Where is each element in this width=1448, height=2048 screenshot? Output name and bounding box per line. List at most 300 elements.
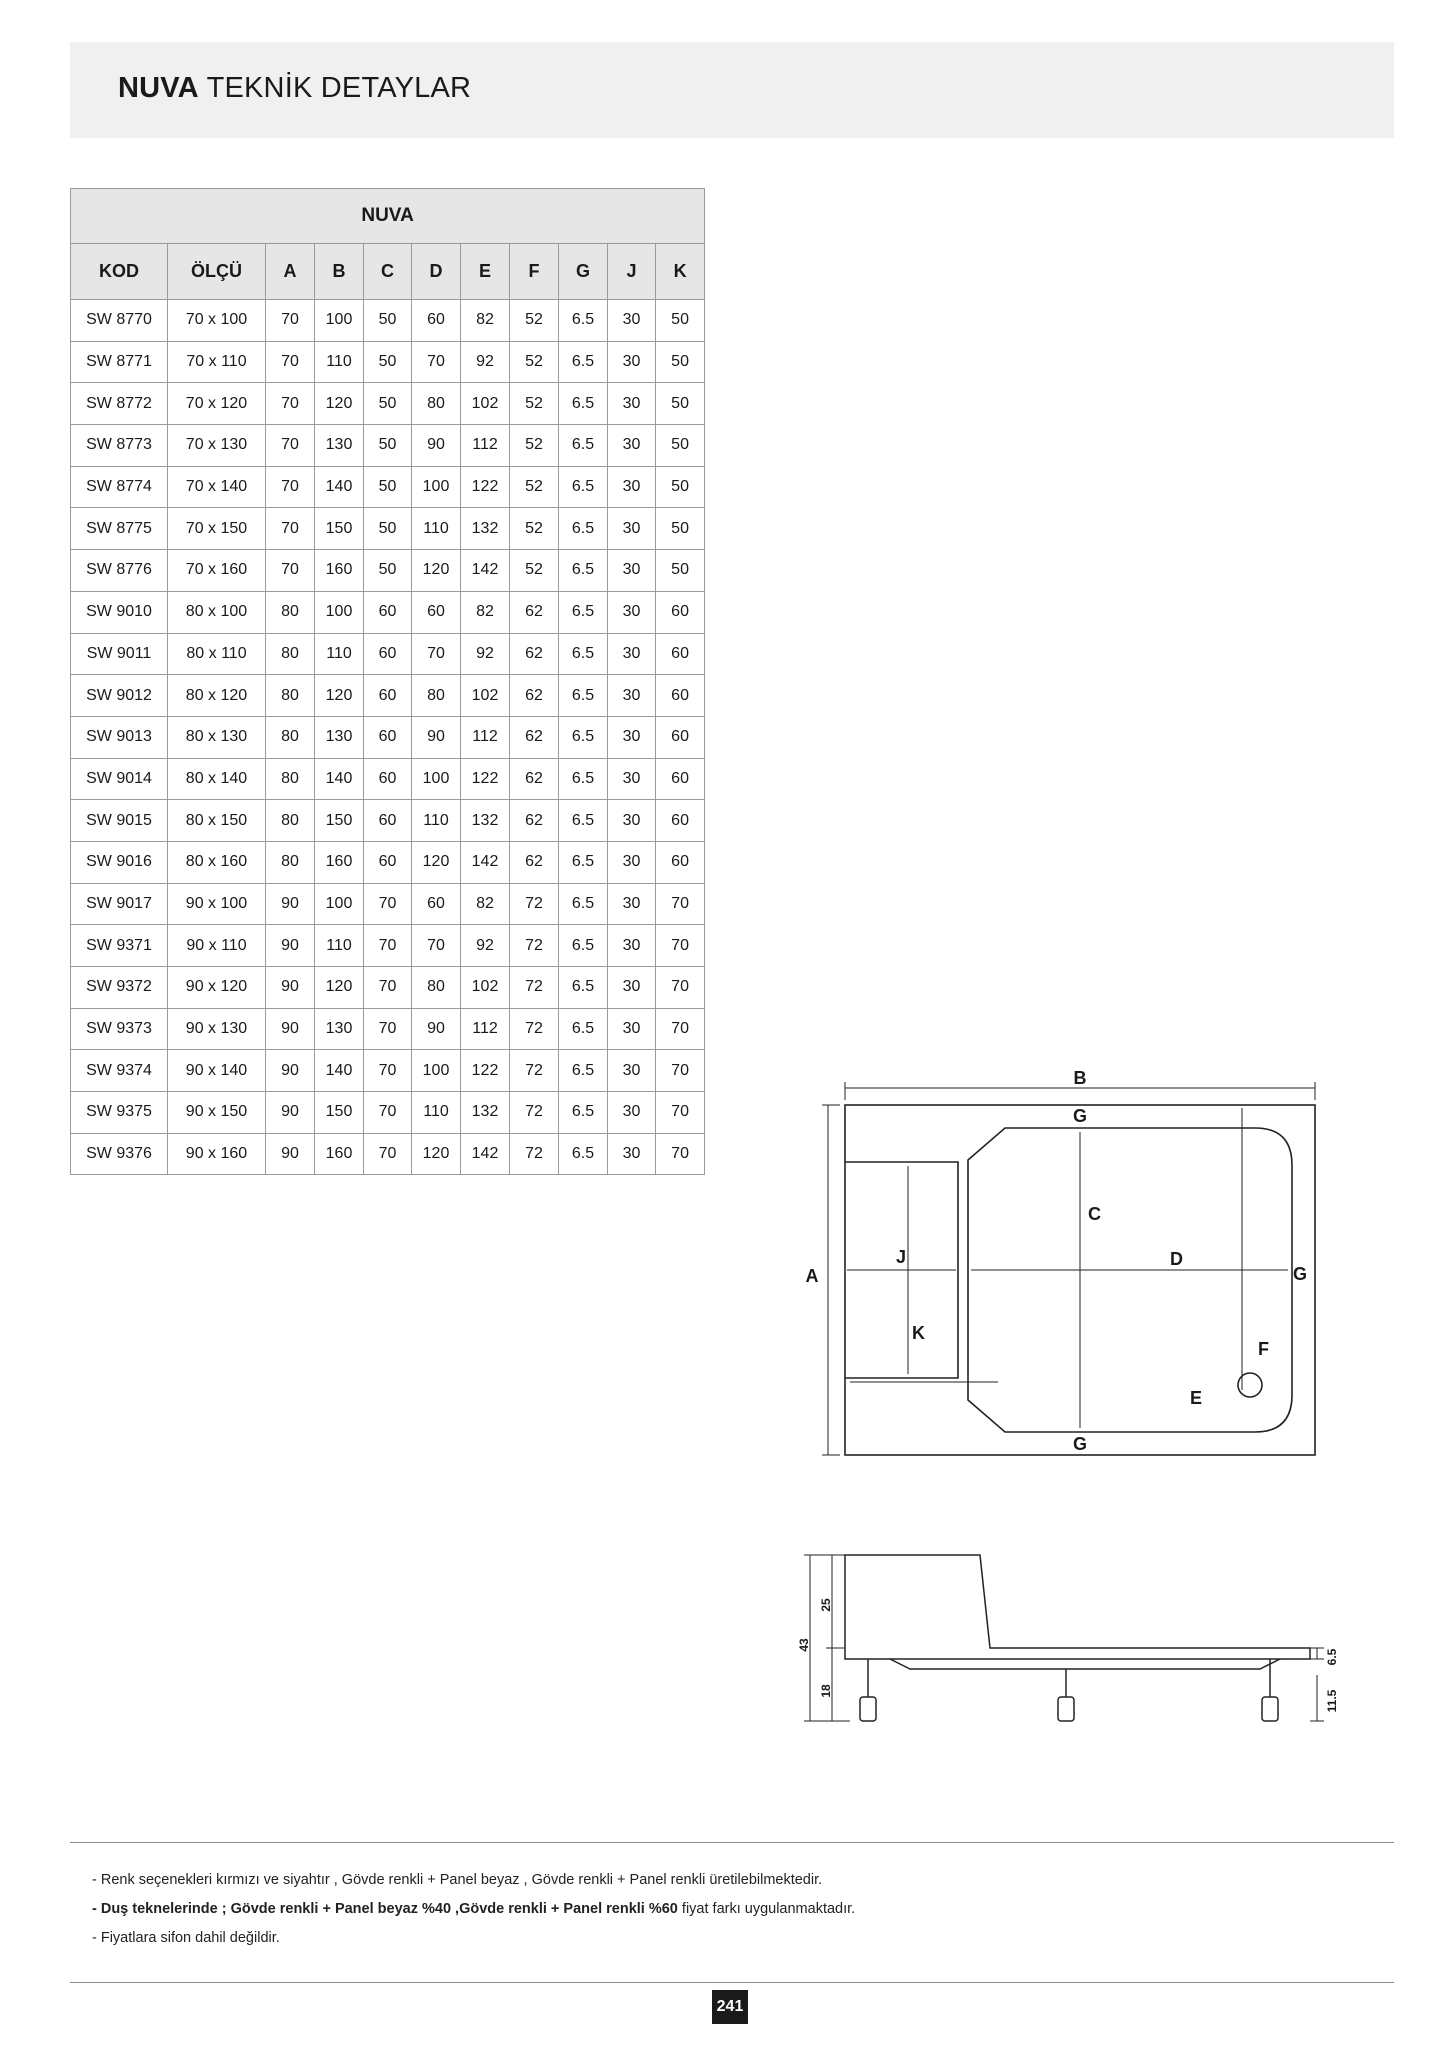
dimension-cell: 50 [364, 466, 412, 508]
side-leg-left [860, 1697, 876, 1721]
table-row [71, 425, 705, 467]
dimension-cell: 72 [510, 1133, 559, 1175]
product-code: SW 9371 [71, 925, 168, 967]
dimension-cell: 6.5 [559, 1092, 608, 1134]
dimension-cell: 50 [656, 550, 705, 592]
dimension-cell: 92 [461, 341, 510, 383]
dimension-cell: 72 [510, 883, 559, 925]
product-code: SW 9016 [71, 841, 168, 883]
dimension-cell: 60 [364, 800, 412, 842]
side-basin-bottom [890, 1659, 1280, 1669]
dimension-cell: 30 [608, 550, 656, 592]
dimension-cell: 112 [461, 1008, 510, 1050]
table-row [71, 883, 705, 925]
product-size: 70 x 140 [168, 466, 266, 508]
dimension-cell: 60 [656, 633, 705, 675]
dimension-cell: 92 [461, 925, 510, 967]
dimension-cell: 6.5 [559, 1008, 608, 1050]
dimension-cell: 80 [266, 675, 315, 717]
side-leg-middle [1058, 1697, 1074, 1721]
dimension-cell: 102 [461, 675, 510, 717]
page-number: 241 [712, 1990, 748, 2024]
side-view-diagram [790, 1545, 1350, 1730]
dimension-cell: 150 [315, 1092, 364, 1134]
product-size: 70 x 150 [168, 508, 266, 550]
dimension-cell: 70 [364, 925, 412, 967]
column-header: ÖLÇÜ [168, 244, 266, 300]
dimension-cell: 112 [461, 425, 510, 467]
product-code: SW 9011 [71, 633, 168, 675]
dimension-cell: 6.5 [559, 1050, 608, 1092]
dimension-cell: 50 [364, 550, 412, 592]
table-row [71, 841, 705, 883]
dimension-cell: 52 [510, 466, 559, 508]
dimension-cell: 6.5 [559, 508, 608, 550]
product-code: SW 9017 [71, 883, 168, 925]
dimension-cell: 30 [608, 591, 656, 633]
dimension-cell: 120 [412, 1133, 461, 1175]
product-code: SW 8775 [71, 508, 168, 550]
dimension-cell: 72 [510, 1008, 559, 1050]
dimension-cell: 132 [461, 800, 510, 842]
dimension-cell: 52 [510, 300, 559, 342]
table-row [71, 1092, 705, 1134]
dimension-cell: 110 [315, 925, 364, 967]
dimension-cell: 30 [608, 883, 656, 925]
product-code: SW 9375 [71, 1092, 168, 1134]
dimension-cell: 6.5 [559, 925, 608, 967]
product-code: SW 8772 [71, 383, 168, 425]
dimension-cell: 80 [412, 383, 461, 425]
dimension-cell: 50 [656, 341, 705, 383]
dimension-cell: 70 [266, 300, 315, 342]
dimension-cell: 30 [608, 341, 656, 383]
note-2-bold: - Duş teknelerinde ; Gövde renkli + Panel beyaz %40 ,Gövde renkli + Panel renkli %60 [92, 1901, 678, 1917]
dimension-cell: 70 [266, 550, 315, 592]
dimension-cell: 30 [608, 383, 656, 425]
dimension-cell: 120 [315, 675, 364, 717]
label-a: A [805, 1266, 819, 1286]
dimension-cell: 30 [608, 300, 656, 342]
dimension-cell: 80 [266, 758, 315, 800]
table-row [71, 508, 705, 550]
product-size: 90 x 130 [168, 1008, 266, 1050]
dimension-cell: 80 [266, 800, 315, 842]
note-2-rest: fiyat farkı uygulanmaktadır. [677, 1901, 856, 1917]
product-code: SW 8771 [71, 341, 168, 383]
title-model: NUVA [118, 72, 199, 104]
dimension-cell: 62 [510, 758, 559, 800]
dimension-cell: 100 [315, 591, 364, 633]
product-code: SW 9014 [71, 758, 168, 800]
dimension-cell: 62 [510, 841, 559, 883]
table-row [71, 300, 705, 342]
label-rim: 6.5 [1325, 1648, 1339, 1666]
dimension-cell: 62 [510, 800, 559, 842]
dimension-cell: 90 [266, 1050, 315, 1092]
divider-top [70, 1842, 1394, 1843]
column-header: A [266, 244, 315, 300]
dimension-cell: 30 [608, 633, 656, 675]
product-code: SW 8770 [71, 300, 168, 342]
product-code: SW 9015 [71, 800, 168, 842]
dimension-cell: 120 [412, 841, 461, 883]
dimension-cell: 110 [315, 341, 364, 383]
dimension-cell: 30 [608, 925, 656, 967]
dimension-cell: 70 [412, 341, 461, 383]
product-code: SW 8773 [71, 425, 168, 467]
dimension-cell: 60 [364, 758, 412, 800]
dimension-cell: 72 [510, 1092, 559, 1134]
dimension-cell: 30 [608, 675, 656, 717]
side-body-outline [845, 1555, 1310, 1659]
table-row [71, 550, 705, 592]
dimension-cell: 70 [266, 466, 315, 508]
dimension-cell: 70 [364, 1092, 412, 1134]
dimension-cell: 110 [412, 508, 461, 550]
dimension-cell: 6.5 [559, 300, 608, 342]
label-e: E [1190, 1388, 1203, 1408]
dimension-cell: 6.5 [559, 466, 608, 508]
product-size: 70 x 130 [168, 425, 266, 467]
dimension-cell: 80 [412, 675, 461, 717]
table-row [71, 591, 705, 633]
dimension-cell: 50 [656, 508, 705, 550]
note-1: - Renk seçenekleri kırmızı ve siyahtır , Gövde renkli + Panel beyaz , Gövde renkli + Panel renkli üretilebilmektedir. [92, 1872, 823, 1888]
dimension-cell: 70 [656, 1008, 705, 1050]
dimension-cell: 50 [656, 425, 705, 467]
product-size: 80 x 160 [168, 841, 266, 883]
dimension-cell: 62 [510, 633, 559, 675]
product-code: SW 9374 [71, 1050, 168, 1092]
label-b: B [1073, 1070, 1087, 1088]
dimension-cell: 62 [510, 716, 559, 758]
column-header: C [364, 244, 412, 300]
dimension-cell: 120 [315, 967, 364, 1009]
notes-block [92, 1866, 855, 1953]
product-size: 90 x 120 [168, 967, 266, 1009]
table-body [71, 300, 705, 1175]
dimension-cell: 62 [510, 591, 559, 633]
title-rest: TEKNİK DETAYLAR [206, 72, 472, 104]
spec-table [70, 188, 705, 1175]
dimension-cell: 70 [266, 508, 315, 550]
table-row [71, 383, 705, 425]
dimension-cell: 30 [608, 1050, 656, 1092]
product-size: 80 x 120 [168, 675, 266, 717]
dimension-cell: 52 [510, 550, 559, 592]
basin-outline [968, 1128, 1292, 1432]
label-d: D [1170, 1249, 1183, 1269]
label-f: F [1258, 1339, 1269, 1359]
dimension-cell: 70 [656, 1050, 705, 1092]
dimension-cell: 30 [608, 466, 656, 508]
product-code: SW 9010 [71, 591, 168, 633]
dimension-cell: 160 [315, 1133, 364, 1175]
dimension-cell: 6.5 [559, 383, 608, 425]
label-g-bottom: G [1072, 1434, 1088, 1454]
dimension-cell: 70 [656, 967, 705, 1009]
product-size: 90 x 110 [168, 925, 266, 967]
product-size: 80 x 100 [168, 591, 266, 633]
dimension-cell: 6.5 [559, 800, 608, 842]
table-row [71, 675, 705, 717]
column-header: KOD [71, 244, 168, 300]
dimension-cell: 70 [266, 341, 315, 383]
dimension-cell: 50 [656, 383, 705, 425]
product-size: 90 x 140 [168, 1050, 266, 1092]
dimension-cell: 30 [608, 425, 656, 467]
dimension-cell: 50 [656, 300, 705, 342]
product-size: 70 x 120 [168, 383, 266, 425]
dimension-cell: 140 [315, 1050, 364, 1092]
dimension-cell: 132 [461, 1092, 510, 1134]
dimension-cell: 30 [608, 1008, 656, 1050]
table-row [71, 800, 705, 842]
table-title: NUVA [71, 189, 705, 244]
dimension-cell: 142 [461, 550, 510, 592]
dimension-cell: 122 [461, 758, 510, 800]
table-row [71, 633, 705, 675]
dimension-cell: 70 [656, 883, 705, 925]
dimension-cell: 6.5 [559, 675, 608, 717]
table-row [71, 716, 705, 758]
dimension-cell: 80 [412, 967, 461, 1009]
label-leg: 11.5 [1325, 1689, 1339, 1713]
table-row [71, 1008, 705, 1050]
table-row [71, 967, 705, 1009]
dimension-cell: 6.5 [559, 716, 608, 758]
dimension-cell: 80 [266, 633, 315, 675]
dimension-cell: 90 [266, 925, 315, 967]
table-row [71, 466, 705, 508]
dimension-cell: 82 [461, 300, 510, 342]
dimension-cell: 70 [266, 383, 315, 425]
dimension-cell: 140 [315, 758, 364, 800]
dimension-cell: 60 [656, 841, 705, 883]
dimension-cell: 72 [510, 925, 559, 967]
label-g-top: G [1072, 1106, 1088, 1126]
dimension-cell: 90 [266, 967, 315, 1009]
dimension-cell: 52 [510, 341, 559, 383]
dimension-cell: 50 [364, 425, 412, 467]
dimension-cell: 52 [510, 425, 559, 467]
column-header: K [656, 244, 705, 300]
dimension-cell: 30 [608, 716, 656, 758]
column-header: F [510, 244, 559, 300]
table-row [71, 758, 705, 800]
dimension-cell: 30 [608, 1092, 656, 1134]
dimension-cell: 70 [364, 883, 412, 925]
product-size: 90 x 100 [168, 883, 266, 925]
dimension-cell: 6.5 [559, 758, 608, 800]
dimension-cell: 60 [364, 633, 412, 675]
product-size: 70 x 160 [168, 550, 266, 592]
dimension-cell: 30 [608, 841, 656, 883]
dimension-cell: 130 [315, 716, 364, 758]
dimension-cell: 50 [364, 383, 412, 425]
dimension-cell: 70 [364, 967, 412, 1009]
dimension-cell: 70 [412, 633, 461, 675]
dimension-cell: 130 [315, 1008, 364, 1050]
label-panel-height: 25 [819, 1598, 833, 1612]
dimension-cell: 90 [266, 1092, 315, 1134]
dimension-cell: 110 [412, 1092, 461, 1134]
product-size: 90 x 160 [168, 1133, 266, 1175]
dimension-cell: 90 [266, 1008, 315, 1050]
dimension-cell: 70 [266, 425, 315, 467]
dimension-cell: 50 [656, 466, 705, 508]
dimension-cell: 6.5 [559, 591, 608, 633]
table-header-row [71, 244, 705, 300]
dimension-cell: 6.5 [559, 425, 608, 467]
dimension-cell: 60 [412, 591, 461, 633]
dimension-cell: 70 [656, 1092, 705, 1134]
product-code: SW 9013 [71, 716, 168, 758]
product-code: SW 8776 [71, 550, 168, 592]
dimension-cell: 30 [608, 1133, 656, 1175]
dimension-cell: 102 [461, 967, 510, 1009]
column-header: B [315, 244, 364, 300]
dimension-cell: 52 [510, 508, 559, 550]
divider-bottom [70, 1982, 1394, 1983]
dimension-cell: 90 [412, 425, 461, 467]
header-band [70, 42, 1394, 138]
dimension-cell: 60 [656, 758, 705, 800]
table-row [71, 925, 705, 967]
dimension-cell: 60 [656, 716, 705, 758]
dimension-cell: 30 [608, 758, 656, 800]
dimension-cell: 160 [315, 841, 364, 883]
dimension-cell: 60 [364, 675, 412, 717]
dimension-cell: 100 [412, 466, 461, 508]
dimension-cell: 120 [315, 383, 364, 425]
dimension-cell: 6.5 [559, 883, 608, 925]
dimension-cell: 70 [656, 925, 705, 967]
dimension-cell: 100 [315, 883, 364, 925]
table-row [71, 1133, 705, 1175]
dimension-cell: 52 [510, 383, 559, 425]
dimension-cell: 142 [461, 841, 510, 883]
note-3: - Fiyatlara sifon dahil değildir. [92, 1930, 280, 1946]
dimension-cell: 80 [266, 841, 315, 883]
dimension-cell: 60 [412, 300, 461, 342]
dimension-cell: 70 [656, 1133, 705, 1175]
dimension-cell: 70 [364, 1050, 412, 1092]
column-header: D [412, 244, 461, 300]
product-size: 70 x 100 [168, 300, 266, 342]
dimension-cell: 142 [461, 1133, 510, 1175]
column-header: J [608, 244, 656, 300]
dimension-cell: 102 [461, 383, 510, 425]
dimension-cell: 92 [461, 633, 510, 675]
dimension-cell: 30 [608, 800, 656, 842]
dimension-cell: 72 [510, 1050, 559, 1092]
dimension-cell: 60 [412, 883, 461, 925]
dimension-cell: 6.5 [559, 633, 608, 675]
dimension-cell: 70 [364, 1008, 412, 1050]
dimension-cell: 6.5 [559, 967, 608, 1009]
dimension-cell: 150 [315, 508, 364, 550]
product-size: 70 x 110 [168, 341, 266, 383]
dimension-cell: 82 [461, 591, 510, 633]
dimension-cell: 50 [364, 341, 412, 383]
dimension-cell: 90 [266, 1133, 315, 1175]
product-code: SW 9373 [71, 1008, 168, 1050]
dimension-cell: 6.5 [559, 841, 608, 883]
dimension-cell: 30 [608, 508, 656, 550]
label-c: C [1088, 1204, 1101, 1224]
product-size: 90 x 150 [168, 1092, 266, 1134]
product-code: SW 8774 [71, 466, 168, 508]
dimension-cell: 50 [364, 508, 412, 550]
dimension-cell: 100 [315, 300, 364, 342]
label-j: J [896, 1247, 907, 1267]
dimension-cell: 82 [461, 883, 510, 925]
dimension-cell: 62 [510, 675, 559, 717]
product-code: SW 9372 [71, 967, 168, 1009]
dimension-cell: 100 [412, 1050, 461, 1092]
dimension-cell: 100 [412, 758, 461, 800]
dimension-cell: 6.5 [559, 550, 608, 592]
side-leg-right [1262, 1697, 1278, 1721]
dimension-cell: 132 [461, 508, 510, 550]
dimension-cell: 50 [364, 300, 412, 342]
column-header: G [559, 244, 608, 300]
dimension-cell: 122 [461, 1050, 510, 1092]
product-code: SW 9376 [71, 1133, 168, 1175]
dimension-cell: 140 [315, 466, 364, 508]
dimension-cell: 160 [315, 550, 364, 592]
column-header: E [461, 244, 510, 300]
dimension-cell: 60 [364, 841, 412, 883]
dimension-cell: 6.5 [559, 1133, 608, 1175]
dimension-cell: 60 [656, 591, 705, 633]
dimension-cell: 60 [656, 800, 705, 842]
table-row [71, 1050, 705, 1092]
dimension-cell: 90 [266, 883, 315, 925]
dimension-cell: 150 [315, 800, 364, 842]
dimension-cell: 72 [510, 967, 559, 1009]
dimension-cell: 80 [266, 591, 315, 633]
dimension-cell: 60 [364, 716, 412, 758]
page-title [118, 72, 471, 105]
top-view-diagram [800, 1070, 1340, 1470]
label-total-height: 43 [797, 1638, 811, 1652]
dimension-cell: 80 [266, 716, 315, 758]
dimension-cell: 120 [412, 550, 461, 592]
dimension-cell: 112 [461, 716, 510, 758]
note-2 [92, 1895, 855, 1924]
dimension-cell: 70 [412, 925, 461, 967]
dimension-cell: 130 [315, 425, 364, 467]
dimension-cell: 30 [608, 967, 656, 1009]
product-size: 80 x 150 [168, 800, 266, 842]
dimension-cell: 70 [364, 1133, 412, 1175]
table-row [71, 341, 705, 383]
label-g-right: G [1292, 1264, 1308, 1284]
dimension-cell: 60 [656, 675, 705, 717]
product-size: 80 x 140 [168, 758, 266, 800]
product-size: 80 x 110 [168, 633, 266, 675]
product-size: 80 x 130 [168, 716, 266, 758]
label-k: K [912, 1323, 925, 1343]
dimension-cell: 90 [412, 1008, 461, 1050]
dimension-cell: 90 [412, 716, 461, 758]
product-code: SW 9012 [71, 675, 168, 717]
dimension-cell: 122 [461, 466, 510, 508]
dimension-cell: 110 [412, 800, 461, 842]
